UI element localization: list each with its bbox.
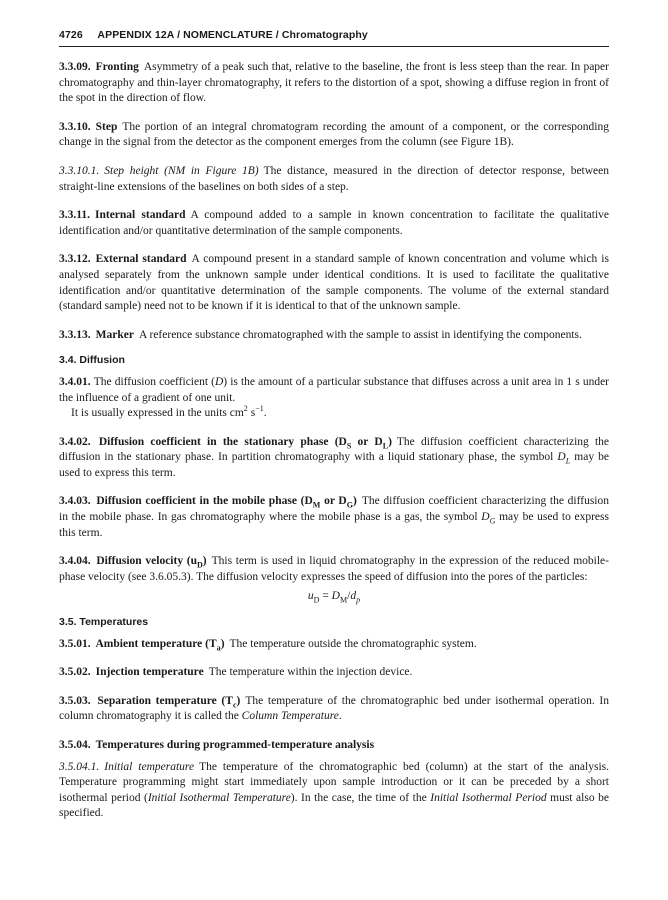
entry-3-5-04-1: [59, 760, 609, 822]
entry-text-end: must also be specified.: [59, 791, 609, 820]
symbol-dg: $D_G$: [481, 511, 496, 526]
entry-number: 3.5.04.: [59, 739, 91, 751]
units-text: It is usually expressed in the units cm: [71, 407, 244, 420]
entry-term: Step height (NM in Figure 1B): [104, 164, 259, 177]
entry-number: 3.4.02.: [59, 435, 91, 448]
page-body: [59, 60, 609, 835]
entry-text: Asymmetry of a peak such that, relative to the baseline, the front is less steep than the rear. In paper chromatography and thin-layer chromatography, it refers to the distortion of a spot, showing a diffuse region in front of the spot in the direction of flow.: [59, 61, 609, 105]
entry-text: The temperature of the chromatographic bed under isothermal operation. In column chromatography it is called the: [59, 694, 610, 723]
entry-3-4-03: [59, 494, 609, 541]
header-rule: [59, 46, 609, 47]
entry-term: Diffusion velocity $(u_D)$: [96, 555, 207, 570]
entry-3-3-12: [59, 252, 609, 314]
entry-3-4-04: [59, 554, 609, 605]
entry-number: 3.3.13.: [59, 328, 91, 341]
entry-text: The temperature outside the chromatographic system.: [229, 637, 477, 650]
units-exponent: 2: [243, 404, 248, 414]
entry-term: Marker: [95, 328, 134, 341]
entry-text: The temperature of the chromatographic bed (column) at the start of the analysis. Temperature programming might start immediately upon sample introduction or it can be preceded by a short isothermal period (: [59, 760, 609, 804]
entry-term: Separation temperature $(T_c)$: [97, 694, 241, 710]
entry-text: The diffusion coefficient characterizing the diffusion in the stationary phase. In partition chromatography with a liquid stationary phase, the symbol: [59, 435, 610, 464]
entry-text: The distance, measured in the direction of detector response, between straight-line extensions of the baselines on both sides of a step.: [59, 164, 610, 193]
entry-3-4-02: [59, 435, 609, 482]
entry-3-5-01: [59, 637, 609, 653]
entry-number: 3.3.10.: [59, 120, 91, 133]
diffusion-velocity-formula: $u_D = D_M/d_p$: [307, 590, 361, 605]
entry-text-cont: may be used to express this term.: [59, 451, 609, 479]
entry-3-5-02: [59, 665, 609, 681]
entry-text: The diffusion coefficient characterizing the diffusion in the mobile phase. In gas chromatography where the mobile phase is a gas, the symbol: [59, 495, 609, 524]
entry-number: 3.3.11.: [59, 209, 90, 222]
entry-text: The portion of an integral chromatogram recording the amount of a component, or the corresponding change in the signal from the detector as the component emerges from the column (see Figure 1B).: [59, 120, 609, 149]
entry-term: Initial temperature: [104, 760, 195, 773]
entry-term: Injection temperature: [95, 666, 204, 679]
entry-number: 3.3.12.: [59, 253, 91, 266]
entry-text: A compound added to a sample in known concentration to facilitate the qualitative identification and/or quantitative determination of the sample components.: [59, 209, 609, 237]
symbol-dl: $D_L$: [557, 451, 571, 466]
entry-text-italic: Initial Isothermal Temperature: [147, 791, 291, 804]
entry-text: A compound present in a standard sample of known concentration and volume which is analysed separately from the unknown sample under identical conditions. It is used to facilitate the qualitative identification and/or quantitative determination of the sample components. The volume of the external standard (standard sample) need not to be known if it is identical to that of the unknown sample.: [59, 253, 609, 313]
entry-number: 3.4.03.: [59, 495, 91, 508]
entry-term: Internal standard: [95, 209, 186, 222]
entry-3-4-01: [59, 375, 609, 422]
entry-text: The temperature within the injection device.: [208, 666, 413, 679]
entry-text: This term is used in liquid chromatography in the expression of the reduced mobile-phase velocity (see 3.6.05.3). The diffusion velocity expresses the speed of diffusion into the pores of the particles:: [59, 555, 609, 583]
section-heading-temperatures: 3.5. Temperatures: [59, 616, 149, 629]
entry-3-5-04: [59, 738, 609, 754]
entry-number: 3.5.04.1.: [59, 760, 100, 773]
entry-text-cont: ). In the case, the time of the: [290, 791, 431, 804]
entry-number: 3.4.01.: [59, 375, 91, 388]
entry-text-cont: may be used to express this term.: [59, 511, 609, 539]
entry-number: 3.5.01.: [59, 637, 91, 650]
entry-term: Ambient temperature $(T_a)$: [95, 637, 225, 652]
entry-text: A reference substance chromatographed with the sample to assist in identifying the components.: [138, 328, 582, 341]
entry-number: 3.5.03.: [59, 694, 91, 707]
entry-number: 3.4.04.: [59, 555, 91, 568]
entry-text-cont: ) is the amount of a particular substance that diffuses across a unit area in 1 s under the influence of a gradient of one unit.: [59, 375, 610, 404]
entry-term: Temperatures during programmed-temperature analysis: [95, 739, 375, 751]
entry-number: 3.3.10.1.: [59, 164, 100, 177]
entry-term: Diffusion coefficient in the mobile phase ($D_M$ or $D_G$): [96, 495, 357, 510]
page-number: 4726: [59, 29, 83, 41]
entry-number: 3.3.09.: [59, 61, 91, 73]
entry-text-italic: Column Temperature: [241, 710, 339, 723]
entry-text: The diffusion coefficient (: [93, 375, 215, 388]
entry-text-cont: .: [338, 710, 342, 723]
entry-3-3-10-1: [59, 164, 609, 195]
entry-term: Step: [95, 120, 118, 133]
entry-text-italic: Initial Isothermal Period: [430, 791, 547, 804]
entry-3-3-11: [59, 208, 609, 239]
running-header: [59, 29, 609, 41]
units-period: .: [263, 407, 267, 420]
section-heading-diffusion: 3.4. Diffusion: [59, 354, 125, 367]
entry-term: External standard: [95, 253, 187, 266]
entry-3-3-10: [59, 120, 609, 151]
entry-term: Diffusion coefficient in the stationary phase ($D_S$ or $D_L$): [98, 435, 392, 450]
symbol-d: D: [214, 375, 224, 388]
entry-3-5-03: [59, 694, 609, 725]
running-title: APPENDIX 12A / NOMENCLATURE / Chromatography: [97, 29, 368, 41]
units-text-cont: s: [247, 407, 256, 420]
entry-term: Fronting: [95, 61, 139, 73]
units-exponent: −1: [255, 404, 264, 414]
entry-3-3-13: [59, 328, 609, 344]
entry-3-3-09: [59, 60, 609, 107]
entry-number: 3.5.02.: [59, 666, 91, 679]
